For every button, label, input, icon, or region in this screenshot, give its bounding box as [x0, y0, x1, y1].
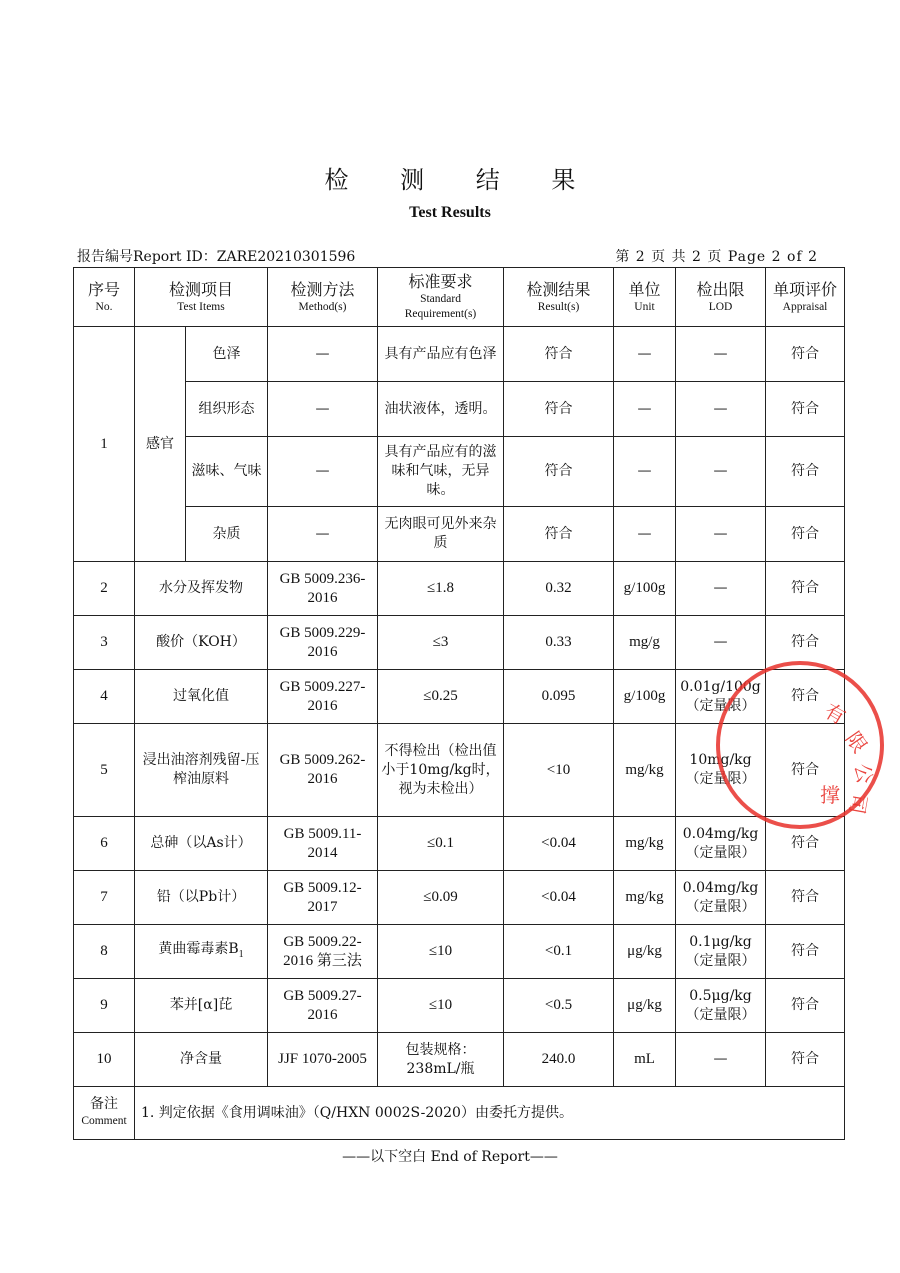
header-lod: 检出限 LOD — [676, 268, 766, 327]
row-result: 符合 — [504, 382, 614, 437]
page-number: 第 2 页 共 2 页 Page 2 of 2 — [615, 249, 818, 265]
table-row — [74, 925, 845, 979]
table-row — [74, 562, 845, 616]
row-unit: μg/kg — [614, 979, 676, 1033]
row-result: 符合 — [504, 507, 614, 562]
row-standard: ≤1.8 — [378, 562, 504, 616]
row-appraisal: 符合 — [766, 562, 845, 616]
row-unit: mL — [614, 1033, 676, 1087]
row-appraisal: 符合 — [766, 327, 845, 382]
row-appraisal: 符合 — [766, 817, 845, 871]
row-item: 酸价（KOH） — [135, 616, 268, 670]
row-result: 0.32 — [504, 562, 614, 616]
svg-text:公: 公 — [850, 761, 878, 786]
table-row — [74, 327, 845, 382]
table-row — [74, 871, 845, 925]
row-standard: 具有产品应有色泽 — [378, 327, 504, 382]
row-method: GB 5009.229-2016 — [268, 616, 378, 670]
table-row — [74, 979, 845, 1033]
row-appraisal: 符合 — [766, 616, 845, 670]
row-lod: 0.5μg/kg（定量限） — [676, 979, 766, 1033]
page-title-en: Test Results — [409, 204, 491, 221]
row-lod: — — [676, 616, 766, 670]
row-lod: 10mg/kg（定量限） — [676, 724, 766, 817]
row-item: 过氧化值 — [135, 670, 268, 724]
table-header-row — [74, 268, 845, 327]
row-unit: mg/kg — [614, 871, 676, 925]
row-lod: — — [676, 437, 766, 507]
row-unit: g/100g — [614, 670, 676, 724]
row-no: 9 — [74, 979, 135, 1033]
row-result: <10 — [504, 724, 614, 817]
row-item: 黄曲霉毒素$B_1$ — [135, 925, 268, 979]
table-row — [74, 382, 845, 437]
row-method: GB 5009.236-2016 — [268, 562, 378, 616]
row-appraisal: 符合 — [766, 670, 845, 724]
row-no: 5 — [74, 724, 135, 817]
row-lod: — — [676, 327, 766, 382]
row-standard: 不得检出（检出值小于10mg/kg时，视为未检出） — [378, 724, 504, 817]
row-item: 铅（以Pb计） — [135, 871, 268, 925]
row-lod: 0.04mg/kg（定量限） — [676, 817, 766, 871]
row-method: GB 5009.27-2016 — [268, 979, 378, 1033]
row-no: 2 — [74, 562, 135, 616]
row-appraisal: 符合 — [766, 1033, 845, 1087]
row-method: — — [268, 327, 378, 382]
row-result: 符合 — [504, 437, 614, 507]
row-method: GB 5009.22-2016 第三法 — [268, 925, 378, 979]
row-appraisal: 符合 — [766, 724, 845, 817]
header-appraisal: 单项评价 Appraisal — [766, 268, 845, 327]
row-appraisal: 符合 — [766, 382, 845, 437]
report-id: 报告编号Report ID：ZARE20210301596 — [77, 249, 356, 265]
row-item: 净含量 — [135, 1033, 268, 1087]
svg-text:撑: 撑 — [820, 783, 840, 807]
row-lod: — — [676, 507, 766, 562]
row-unit: — — [614, 507, 676, 562]
row-item: 色泽 — [186, 327, 268, 382]
row-standard: 包装规格：238mL/瓶 — [378, 1033, 504, 1087]
row-standard: ≤0.1 — [378, 817, 504, 871]
row-lod: 0.1μg/kg（定量限） — [676, 925, 766, 979]
row-unit: — — [614, 437, 676, 507]
row-lod: — — [676, 1033, 766, 1087]
row-result: <0.5 — [504, 979, 614, 1033]
row-item: 浸出油溶剂残留-压榨油原料 — [135, 724, 268, 817]
row-no: 6 — [74, 817, 135, 871]
row-standard: ≤10 — [378, 925, 504, 979]
header-no: 序号 No. — [74, 268, 135, 327]
row-unit: μg/kg — [614, 925, 676, 979]
row-method: GB 5009.227-2016 — [268, 670, 378, 724]
row-unit: mg/kg — [614, 724, 676, 817]
row-result: <0.04 — [504, 817, 614, 871]
row-item: 组织形态 — [186, 382, 268, 437]
row-item: 苯并[α]芘 — [135, 979, 268, 1033]
table-row — [74, 1033, 845, 1087]
row-standard: 具有产品应有的滋味和气味，无异味。 — [378, 437, 504, 507]
table-row — [74, 670, 845, 724]
header-unit: 单位 Unit — [614, 268, 676, 327]
row-unit: — — [614, 327, 676, 382]
header-result: 检测结果 Result(s) — [504, 268, 614, 327]
row-no: 1 — [74, 327, 135, 562]
table-row — [74, 437, 845, 507]
row-result: 符合 — [504, 327, 614, 382]
row-no: 4 — [74, 670, 135, 724]
page-title-cn: 检 测 结 果 — [324, 166, 598, 194]
row-standard: ≤10 — [378, 979, 504, 1033]
row-result: <0.04 — [504, 871, 614, 925]
row-lod: 0.04mg/kg（定量限） — [676, 871, 766, 925]
svg-text:有: 有 — [820, 698, 850, 730]
row-result: 0.095 — [504, 670, 614, 724]
row-item: 滋味、气味 — [186, 437, 268, 507]
row-method: GB 5009.11-2014 — [268, 817, 378, 871]
row-unit: mg/g — [614, 616, 676, 670]
comment-row — [74, 1087, 845, 1140]
row-unit: — — [614, 382, 676, 437]
row-method: — — [268, 507, 378, 562]
row-no: 10 — [74, 1033, 135, 1087]
row-item: 杂质 — [186, 507, 268, 562]
results-table — [73, 267, 845, 1140]
row-item: 水分及挥发物 — [135, 562, 268, 616]
table-row — [74, 724, 845, 817]
row-method: JJF 1070-2005 — [268, 1033, 378, 1087]
header-item: 检测项目 Test Items — [135, 268, 268, 327]
row-no: 7 — [74, 871, 135, 925]
row-method: — — [268, 382, 378, 437]
row-method: — — [268, 437, 378, 507]
row-lod: — — [676, 382, 766, 437]
row-result: 0.33 — [504, 616, 614, 670]
row-standard: 油状液体，透明。 — [378, 382, 504, 437]
table-row — [74, 616, 845, 670]
comment-label: 备注 Comment — [74, 1087, 135, 1140]
row-appraisal: 符合 — [766, 437, 845, 507]
end-of-report: ——以下空白 End of Report—— — [342, 1149, 558, 1165]
table-row — [74, 817, 845, 871]
row-standard: ≤0.09 — [378, 871, 504, 925]
row-appraisal: 符合 — [766, 871, 845, 925]
row-result: 240.0 — [504, 1033, 614, 1087]
svg-text:限: 限 — [840, 727, 873, 758]
row-result: <0.1 — [504, 925, 614, 979]
row-no: 3 — [74, 616, 135, 670]
row-standard: ≤0.25 — [378, 670, 504, 724]
row-standard: 无肉眼可见外来杂质 — [378, 507, 504, 562]
comment-text: 1. 判定依据《食用调味油》（Q/HXN 0002S-2020）由委托方提供。 — [135, 1087, 845, 1140]
row-item: 总砷（以As计） — [135, 817, 268, 871]
table-row — [74, 507, 845, 562]
svg-text:司: 司 — [844, 792, 872, 816]
row-lod: 0.01g/100g（定量限） — [676, 670, 766, 724]
header-standard: 标准要求 Standard Requirement(s) — [378, 268, 504, 327]
row-appraisal: 符合 — [766, 925, 845, 979]
row-unit: g/100g — [614, 562, 676, 616]
row-unit: mg/kg — [614, 817, 676, 871]
row-method: GB 5009.262-2016 — [268, 724, 378, 817]
row-standard: ≤3 — [378, 616, 504, 670]
row-category: 感官 — [135, 327, 186, 562]
row-method: GB 5009.12-2017 — [268, 871, 378, 925]
header-method: 检测方法 Method(s) — [268, 268, 378, 327]
row-appraisal: 符合 — [766, 507, 845, 562]
row-no: 8 — [74, 925, 135, 979]
row-appraisal: 符合 — [766, 979, 845, 1033]
row-lod: — — [676, 562, 766, 616]
